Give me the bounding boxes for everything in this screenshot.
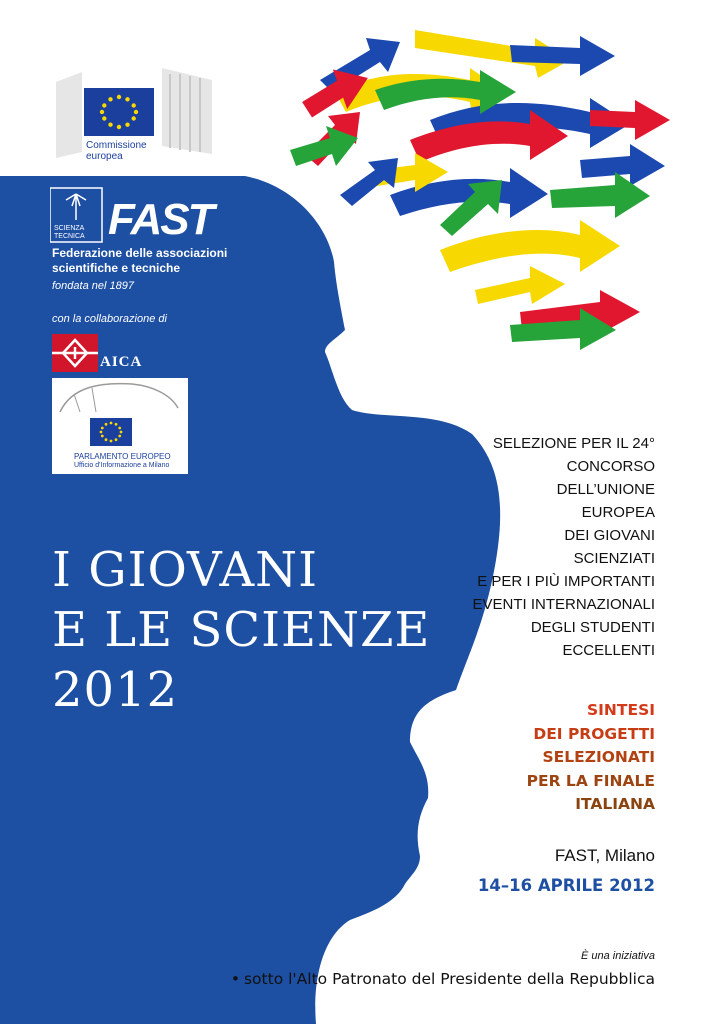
european-parliament-logo [52,378,188,474]
event-dates: 14–16 APRILE 2012 [477,876,655,895]
initiative-label: È una iniziativa [581,950,655,962]
fast-founded: fondata nel 1897 [52,280,134,292]
fast-logo [50,186,230,248]
title-line1: I GIOVANI [52,542,319,598]
bullet-icon: • [230,970,240,988]
venue: FAST, Milano [554,846,655,865]
selection-description: SELEZIONE PER IL 24° CONCORSO DELL’UNIONE EUROPEA DEI GIOVANI SCIENZIATI E PER I PIÙ IMPORTANTI EVENTI INTERNAZIONALI DEGLI STUDENTI ECCELLENTI [472,435,655,659]
ec-label: Commissione europea [86,140,147,162]
arrow-yellow-small [475,266,565,304]
eu-flag-icon [84,88,154,136]
parliament-building-icon [52,378,188,418]
eu-flag-icon [90,418,132,446]
colorful-arrows-illustration [280,20,690,350]
summary-heading: SINTESI DEI PROGETTI SELEZIONATI PER LA FINALE ITALIANA [526,701,655,813]
parliament-name: PARLAMENTO EUROPEO [74,452,171,461]
arrow-yellow-bottom [440,220,620,272]
arrow-blue-top-right [510,36,615,76]
fast-emblem-line1: SCIENZA [54,225,85,232]
fast-emblem-line2: TECNICA [54,233,85,240]
parliament-office: Ufficio d'Informazione a Milano [74,462,170,469]
collaboration-label: con la collaborazione di [52,313,167,325]
aica-name: AICA [100,354,143,370]
aica-logo-icon [52,334,98,372]
european-commission-logo [52,62,216,174]
title-line2: E LE SCIENZE [52,602,431,658]
arrow-blue-small [340,158,398,206]
fast-full-name: Federazione delle associazioni scientifiche e tecniche [52,246,228,275]
title-year: 2012 [52,662,179,718]
patronage-line: • sotto l'Alto Patronato del Presidente della Repubblica [230,970,655,988]
fast-wordmark: FAST [108,195,213,244]
